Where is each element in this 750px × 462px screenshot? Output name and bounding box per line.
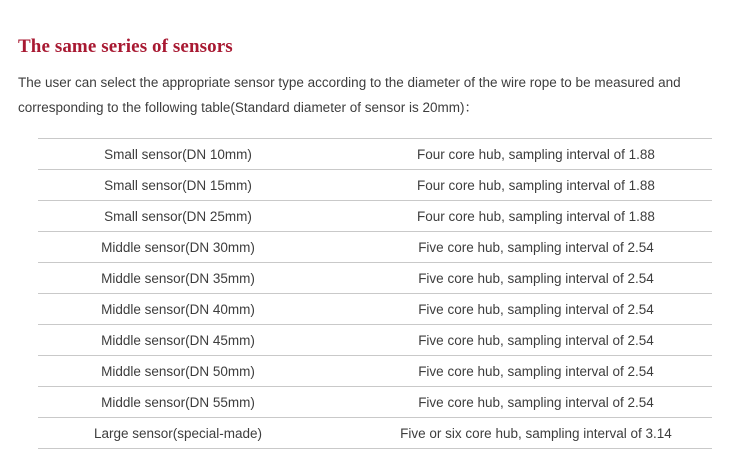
hub-spec-cell: Four core hub, sampling interval of 1.88 [360,139,712,170]
sensor-type-cell: Small sensor(DN 25mm) [38,201,318,232]
table-row [38,294,712,325]
sensor-spec-table-body [38,139,712,449]
table-row [38,139,712,170]
hub-spec-cell: Four core hub, sampling interval of 1.88 [360,170,712,201]
intro-paragraph: The user can select the appropriate sensor type according to the diameter of the wire rope to be measured and corresponding to the following table(Standard diameter of sensor is 20mm)： [18,75,681,115]
hub-spec-cell: Four core hub, sampling interval of 1.88 [360,201,712,232]
column-gap [318,263,360,294]
column-gap [318,170,360,201]
column-gap [318,325,360,356]
sensor-type-cell: Middle sensor(DN 45mm) [38,325,318,356]
hub-spec-cell: Five or six core hub, sampling interval of 3.14 [360,418,712,449]
table-row [38,170,712,201]
sensor-type-cell: Middle sensor(DN 55mm) [38,387,318,418]
sensor-spec-table [38,138,712,449]
table-row [38,418,712,449]
sensor-type-cell: Middle sensor(DN 30mm) [38,232,318,263]
sensor-type-cell: Large sensor(special-made) [38,418,318,449]
table-row [38,356,712,387]
hub-spec-cell: Five core hub, sampling interval of 2.54 [360,387,712,418]
sensor-type-cell: Middle sensor(DN 40mm) [38,294,318,325]
table-row [38,232,712,263]
column-gap [318,139,360,170]
column-gap [318,294,360,325]
table-row [38,263,712,294]
table-row [38,201,712,232]
sensor-type-cell: Small sensor(DN 10mm) [38,139,318,170]
column-gap [318,387,360,418]
sensor-table-wrap [18,138,732,449]
hub-spec-cell: Five core hub, sampling interval of 2.54 [360,263,712,294]
sensor-type-cell: Middle sensor(DN 50mm) [38,356,318,387]
table-row [38,387,712,418]
page-title: The same series of sensors [18,36,233,57]
sensor-type-cell: Middle sensor(DN 35mm) [38,263,318,294]
table-row [38,325,712,356]
column-gap [318,201,360,232]
hub-spec-cell: Five core hub, sampling interval of 2.54 [360,232,712,263]
column-gap [318,418,360,449]
hub-spec-cell: Five core hub, sampling interval of 2.54 [360,325,712,356]
sensor-type-cell: Small sensor(DN 15mm) [38,170,318,201]
column-gap [318,356,360,387]
column-gap [318,232,360,263]
hub-spec-cell: Five core hub, sampling interval of 2.54 [360,356,712,387]
hub-spec-cell: Five core hub, sampling interval of 2.54 [360,294,712,325]
